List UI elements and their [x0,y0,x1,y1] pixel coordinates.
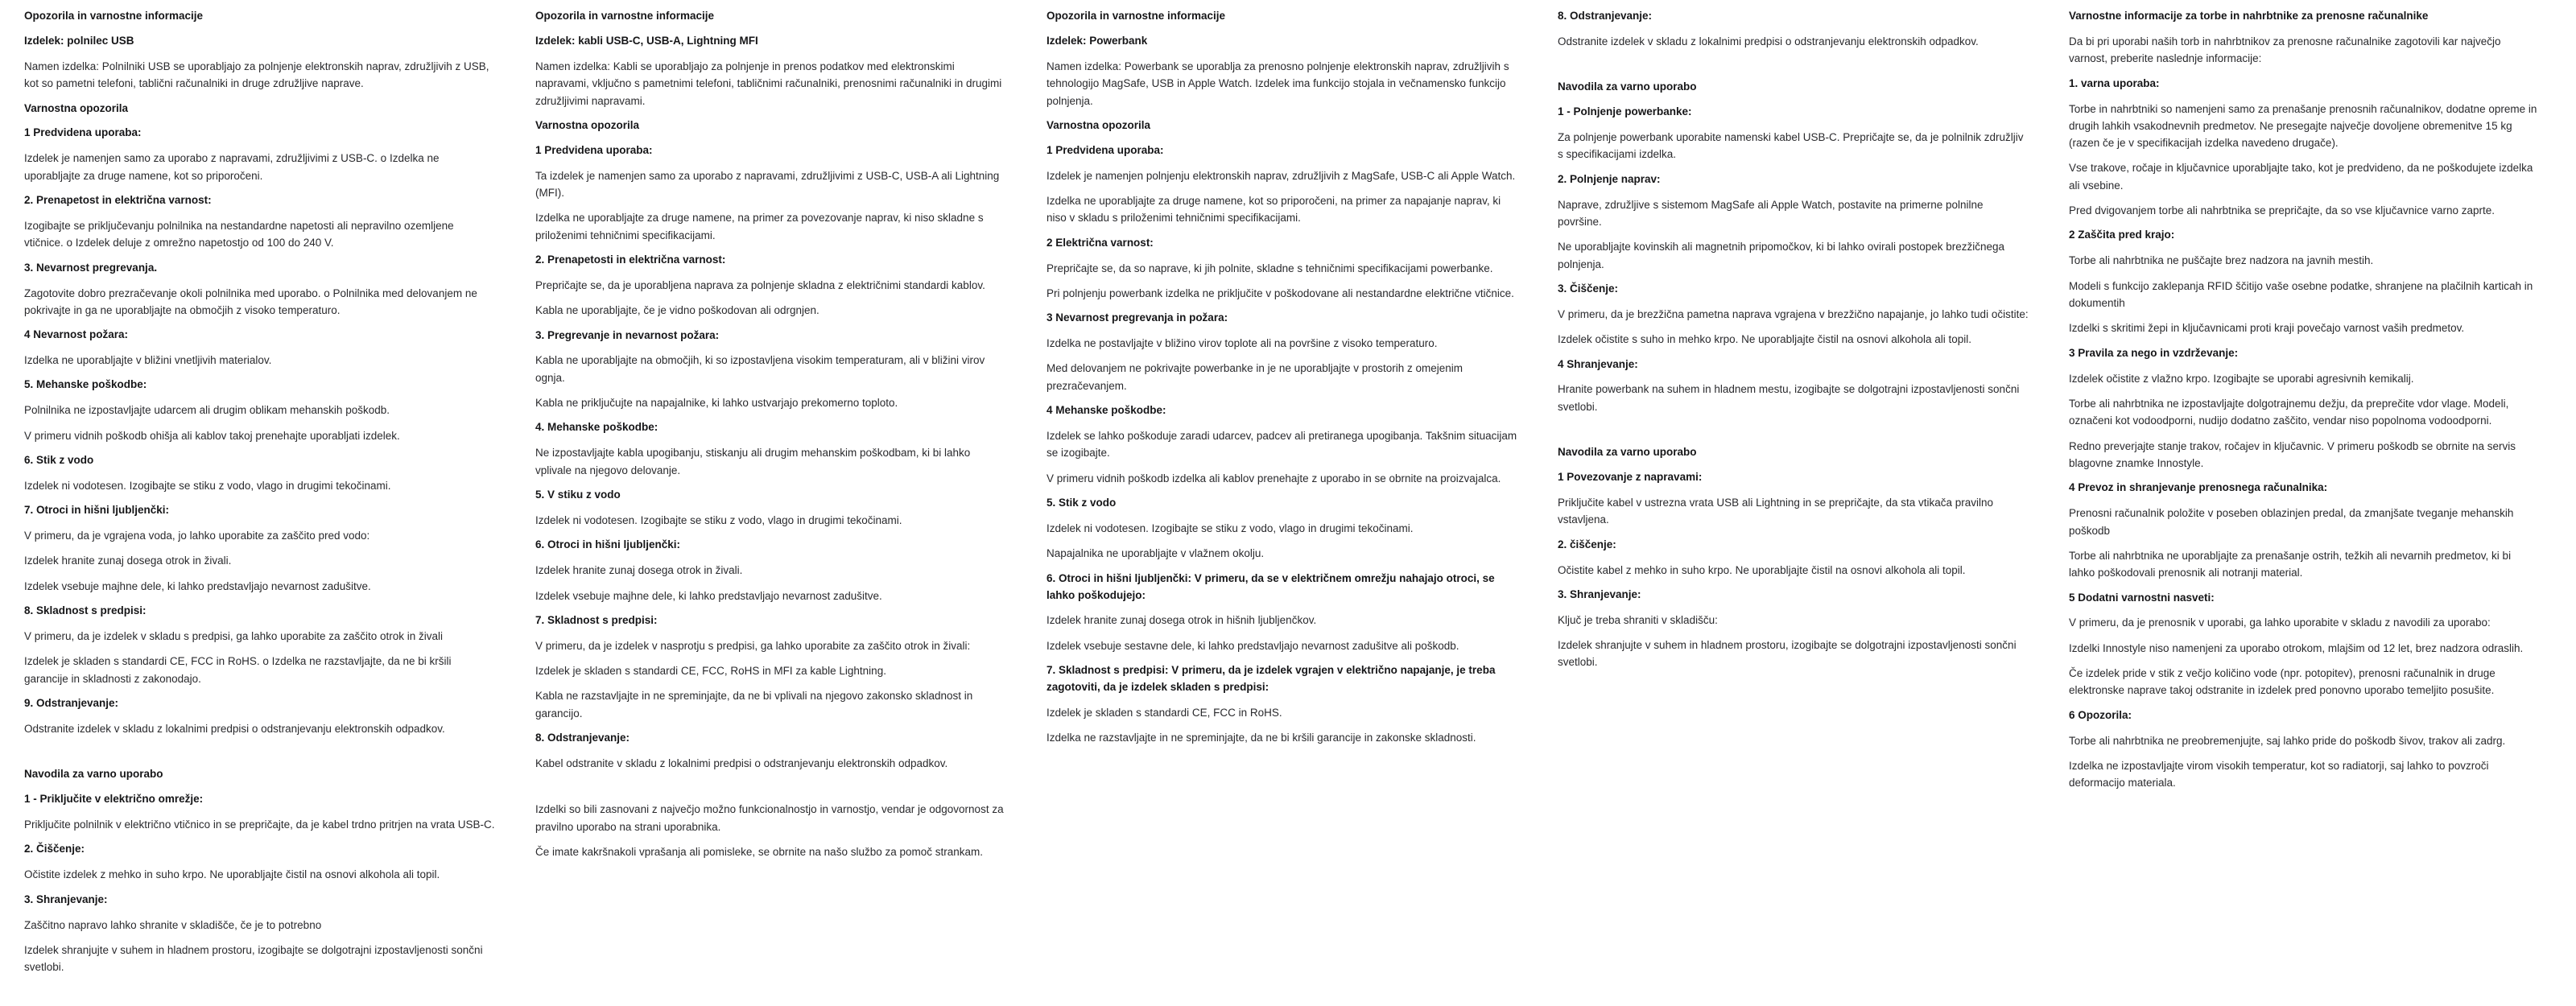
paragraph: Izdelek je skladen s standardi CE, FCC in RoHS. o Izdelka ne razstavljajte, da ne bi kršili garancije in skladnosti z zakonodajo. [24,655,455,685]
section-heading: 6. Otroci in hišni ljubljenčki: V primeru, da se v električnem omrežju nahajajo otroci, se lahko poškodujejo: [1046,571,1498,601]
section-heading: Varnostne informacije za torbe in nahrbtnike za prenosne računalnike [2069,10,2429,22]
paragraph: Namen izdelka: Powerbank se uporablja za prenosno polnjenje elektronskih naprav, združljivih s tehnologijo MagSafe, USB in Apple Watch. Izdelek ima funkcijo stojala in večnamensko funkcijo polnjenja. [1046,60,1513,107]
section-heading: 5. Stik z vodo [1046,497,1117,509]
paragraph: Kabla ne uporabljajte, če je vidno poškodovan ali odrgnjen. [535,304,819,317]
paragraph: Kabel odstranite v skladu z lokalnimi predpisi o odstranjevanju elektronskih odpadkov. [535,757,948,770]
paragraph: Če izdelek pride v stik z večjo količino vode (npr. potopitev), prenosni računalnik in druge elektronske naprave takoj odstranite in izdelek pred ponovno uporabo temeljito posušite. [2069,667,2499,697]
section-heading: 1 Povezovanje z napravami: [1558,471,1703,484]
paragraph: Torbe ali nahrbtnika ne puščajte brez nadzora na javnih mestih. [2069,254,2374,267]
paragraph: Kabla ne uporabljajte na območjih, ki so izpostavljena visokim temperaturam, ali v bližini virov ognja. [535,354,989,384]
section-heading: Izdelek: polnilec USB [24,34,134,47]
paragraph: Izdelek je namenjen samo za uporabo z napravami, združljivimi z USB-C. o Izdelka ne uporabljajte za druge namene, kot so priporočeni. [24,152,443,182]
section-spacer [1558,58,2029,79]
section-heading: 9. Odstranjevanje: [24,697,119,710]
paragraph: Izogibajte se priključevanju polnilnika na nestandardne napetosti ali nepravilno ozemljene vtičnice. o Izdelek deluje z omrežno napetostjo od 100 do 240 V. [24,219,457,249]
section-heading: 1 Predvidena uporaba: [535,143,653,156]
paragraph: Izdelek očistite s suho in mehko krpo. Ne uporabljajte čistil na osnovi alkohola ali topil. [1558,333,1972,346]
section-heading: 1 - Polnjenje powerbanke: [1558,105,1692,118]
paragraph: V primeru, da je brezžična pametna naprava vgrajena v brezžično napajanje, jo lahko tudi očistite: [1558,307,2029,320]
section-heading: 2. Prenapetosti in električna varnost: [535,253,726,266]
section-spacer [1558,423,2029,444]
paragraph: Namen izdelka: Polnilniki USB se uporabljajo za polnjenje elektronskih naprav, združljivih z USB, kot so pametni telefoni, tablični računalniki in druge združljive naprave. [24,60,493,90]
section-heading: 3. Nevarnost pregrevanja. [24,261,158,274]
paragraph: Torbe ali nahrbtnika ne izpostavljajte dolgotrajnemu dežju, da preprečite vdor vlage. Modeli, označeni kot vodoodporni, nudijo dodatno zaščito, vendar niso popolnoma vodoodporni. [2069,397,2512,427]
paragraph: Pred dvigovanjem torbe ali nahrbtnika se prepričajte, da so vse ključavnice varno zaprte. [2069,204,2496,217]
section-spacer [535,780,1006,801]
paragraph: V primeru, da je vgrajena voda, jo lahko uporabite za zaščito pred vodo: [24,530,370,542]
paragraph: V primeru vidnih poškodb izdelka ali kablov prenehajte z uporabo in se obrnite na proizvajalca. [1046,472,1501,484]
section-heading: Opozorila in varnostne informacije [1046,10,1226,22]
paragraph: Modeli s funkcijo zaklepanja RFID ščitijo vaše osebne podatke, shranjene na plačilnih karticah in dokumentih [2069,279,2537,310]
section-heading: 1 Predvidena uporaba: [1046,143,1164,156]
paragraph: Ključ je treba shraniti v skladišču: [1558,613,1718,626]
paragraph: Izdelka ne izpostavljajte virom visokih temperatur, kot so radiatorji, saj lahko to povzroči deformacijo materiala. [2069,759,2492,790]
column-laptop-bags [2069,8,2540,990]
paragraph: Očistite izdelek z mehko in suho krpo. Ne uporabljajte čistil na osnovi alkohola ali topil. [24,868,440,881]
section-heading: 5 Dodatni varnostni nasveti: [2069,591,2215,604]
column-cables [535,8,1006,990]
paragraph: Namen izdelka: Kabli se uporabljajo za polnjenje in prenos podatkov med elektronskimi napravami, vključno s pametnimi telefoni, tabličnimi računalniki, prenosnimi računalniki in drugimi združljivimi napravami. [535,60,1005,107]
section-heading: 7. Skladnost s predpisi: [535,613,658,626]
paragraph: Priključite polnilnik v električno vtičnico in se prepričajte, da je kabel trdno pritrjen na vrata USB-C. [24,818,495,831]
paragraph: Da bi pri uporabi naših torb in nahrbtnikov za prenosne računalnike zagotovili kar največjo varnost, preberite naslednje informacije: [2069,35,2504,65]
section-heading: 2. čiščenje: [1558,538,1616,550]
section-heading: 1 Predvidena uporaba: [24,126,142,139]
paragraph: Izdelek ni vodotesen. Izogibajte se stiku z vodo, vlago in drugimi tekočinami. [535,513,902,526]
paragraph: Če imate kakršnakoli vprašanja ali pomisleke, se obrnite na našo službo za pomoč strankam. [535,846,984,859]
section-heading: Varnostna opozorila [24,101,129,114]
section-heading: 8. Odstranjevanje: [535,732,630,744]
paragraph: Torbe in nahrbtniki so namenjeni samo za prenašanje prenosnih računalnikov, dodatne opreme in drugih lahkih vsakodnevnih predmetov. Ne presegajte največje dovoljene obremenitve 15 kg (razen če je v specifikacijah izdelka navedeno drugače). [2069,102,2541,150]
paragraph: Prepričajte se, da so naprave, ki jih polnite, skladne s tehničnimi specifikacijami powerbanke. [1046,262,1493,274]
paragraph: Izdelek hranite zunaj dosega otrok in živali. [535,564,743,577]
section-heading: 3. Shranjevanje: [24,893,108,905]
paragraph: Napajalnika ne uporabljajte v vlažnem okolju. [1046,547,1265,560]
paragraph: Izdelek očistite z vlažno krpo. Izogibajte se uporabi agresivnih kemikalij. [2069,372,2414,385]
section-heading: 7. Otroci in hišni ljubljenčki: [24,504,170,517]
paragraph: Izdelek je namenjen polnjenju elektronskih naprav, združljivih z MagSafe, USB-C ali Apple Watch. [1046,169,1516,182]
paragraph: Izdelek je skladen s standardi CE, FCC in RoHS. [1046,706,1282,719]
section-heading: 4 Shranjevanje: [1558,357,1638,370]
paragraph: Izdelek hranite zunaj dosega otrok in živali. [24,555,232,567]
section-spacer [24,745,495,766]
paragraph: Izdelka ne uporabljajte za druge namene, na primer za povezovanje naprav, ki niso skladne s priloženimi tehničnimi specifikacijami. [535,212,987,241]
paragraph: Očistite kabel z mehko in suho krpo. Ne uporabljajte čistil na osnovi alkohola ali topil. [1558,563,1966,576]
paragraph: Izdelka ne razstavljajte in ne spreminjajte, da ne bi kršili garancije in zakonske skladnosti. [1046,732,1476,744]
paragraph: V primeru, da je prenosnik v uporabi, ga lahko uporabite v skladu z navodili za uporabo: [2069,616,2491,629]
section-heading: 2. Polnjenje naprav: [1558,172,1661,185]
paragraph: Izdelki so bili zasnovani z največjo možno funkcionalnostjo in varnostjo, vendar je odgovornost za pravilno uporabo na strani uporabnika. [535,803,1007,833]
section-heading: 2 Zaščita pred krajo: [2069,229,2175,241]
section-heading: 7. Skladnost s predpisi: V primeru, da je izdelek vgrajen v električno napajanje, je treba zagotoviti, da je izdelek skladen s predpisi: [1046,664,1499,694]
paragraph: Izdelek hranite zunaj dosega otrok in hišnih ljubljenčkov. [1046,614,1317,627]
paragraph: Izdelki Innostyle niso namenjeni za uporabo otrokom, mlajšim od 12 let, brez nadzora odraslih. [2069,641,2524,654]
section-heading: 4 Mehanske poškodbe: [1046,404,1166,417]
paragraph: Odstranite izdelek v skladu z lokalnimi predpisi o odstranjevanju elektronskih odpadkov. [24,722,445,735]
paragraph: Vse trakove, ročaje in ključavnice uporabljajte tako, kot je predvideno, da ne poškodujete izdelka ali vsebine. [2069,162,2537,192]
section-heading: 6 Opozorila: [2069,708,2132,721]
section-heading: 4 Nevarnost požara: [24,328,129,341]
section-heading: Izdelek: kabli USB-C, USB-A, Lightning MFI [535,34,758,47]
paragraph: V primeru, da je izdelek v skladu s predpisi, ga lahko uporabite za zaščito otrok in živali [24,630,444,643]
paragraph: Ne izpostavljajte kabla upogibanju, stiskanju ali drugim mehanskim poškodbam, ki bi lahko vplivale na njegovo delovanje. [535,447,974,476]
paragraph: Izdelek vsebuje majhne dele, ki lahko predstavljajo nevarnost zadušitve. [535,589,882,602]
section-heading: 3. Pregrevanje in nevarnost požara: [535,328,720,341]
section-heading: Varnostna opozorila [535,118,640,131]
paragraph: Za polnjenje powerbank uporabite namenski kabel USB-C. Prepričajte se, da je polnilnik združljiv s specifikacijami izdelka. [1558,131,2027,161]
column-powerbank-instructions [1558,8,2029,990]
section-heading: 1. varna uporaba: [2069,76,2160,89]
section-heading: 8. Skladnost s predpisi: [24,604,147,617]
section-heading: Varnostna opozorila [1046,118,1151,131]
paragraph: Torbe ali nahrbtnika ne uporabljajte za prenašanje ostrih, težkih ali nevarnih predmetov, ki bi lahko poškodovali prenosnik ali notranji material. [2069,549,2514,579]
paragraph: Izdelek ni vodotesen. Izogibajte se stiku z vodo, vlago in drugimi tekočinami. [1046,522,1414,534]
paragraph: V primeru, da je izdelek v nasprotju s predpisi, ga lahko uporabite za zaščito otrok in živali: [535,639,971,652]
section-heading: 3. Shranjevanje: [1558,588,1641,600]
section-heading: Navodila za varno uporabo [1558,446,1697,459]
section-heading: 5. Mehanske poškodbe: [24,378,147,391]
paragraph: Ne uporabljajte kovinskih ali magnetnih pripomočkov, ki bi lahko ovirali postopek brezžičnega polnjenja. [1558,241,2008,270]
section-heading: 4. Mehanske poškodbe: [535,421,658,434]
paragraph: Izdelek shranjujte v suhem in hladnem prostoru, izogibajte se dolgotrajni izpostavljenosti sončni svetlobi. [24,943,486,974]
paragraph: Prepričajte se, da je uporabljena naprava za polnjenje skladna z električnimi standardi kablov. [535,278,985,291]
paragraph: Izdelek shranjujte v suhem in hladnem prostoru, izogibajte se dolgotrajni izpostavljenosti sončni svetlobi. [1558,639,2020,669]
paragraph: Priključite kabel v ustrezna vrata USB ali Lightning in se prepričajte, da sta vtikača pravilno vstavljena. [1558,496,1996,526]
paragraph: V primeru vidnih poškodb ohišja ali kablov takoj prenehajte uporabljati izdelek. [24,429,400,442]
paragraph: Izdelek se lahko poškoduje zaradi udarcev, padcev ali pretiranega upogibanja. Takšnim situacijam se izogibajte. [1046,430,1520,460]
column-powerbank [1046,8,1520,990]
section-heading: 2. Čiščenje: [24,843,85,856]
section-heading: 3 Nevarnost pregrevanja in požara: [1046,311,1228,324]
section-heading: 2. Prenapetost in električna varnost: [24,194,212,206]
paragraph: Kabla ne priključujte na napajalnike, ki lahko ustvarjajo prekomerno toploto. [535,397,898,410]
paragraph: Torbe ali nahrbtnika ne preobremenjujte, saj lahko pride do poškodb šivov, trakov ali zadrg. [2069,734,2506,747]
section-heading: 1 - Priključite v električno omrežje: [24,793,204,806]
paragraph: Ta izdelek je namenjen samo za uporabo z napravami, združljivimi z USB-C, USB-A ali Lightning (MFI). [535,169,1003,199]
column-usb-charger [24,8,495,990]
paragraph: Med delovanjem ne pokrivajte powerbanke in je ne uporabljajte v prostorih z omejenim prezračevanjem. [1046,362,1466,392]
section-heading: 6. Otroci in hišni ljubljenčki: [535,538,681,551]
section-heading: 8. Odstranjevanje: [1558,10,1653,22]
paragraph: Pri polnjenju powerbank izdelka ne priključite v poškodovane ali nestandardne električne vtičnice. [1046,287,1514,299]
paragraph: Polnilnika ne izpostavljajte udarcem ali drugim oblikam mehanskih poškodb. [24,404,390,417]
paragraph: Prenosni računalnik položite v poseben oblazinjen predal, da zmanjšate tveganje mehanskih poškodb [2069,507,2517,537]
paragraph: Redno preverjajte stanje trakov, ročajev in ključavnic. V primeru poškodb se obrnite na servis blagovne znamke Innostyle. [2069,439,2519,469]
paragraph: Zaščitno napravo lahko shranite v skladišče, če je to potrebno [24,918,322,931]
paragraph: Izdelek vsebuje sestavne dele, ki lahko predstavljajo nevarnost zadušitve ali poškodb. [1046,639,1459,652]
section-heading: Navodila za varno uporabo [24,768,163,781]
paragraph: Izdelki s skritimi žepi in ključavnicami proti kraji povečajo varnost vaših predmetov. [2069,322,2465,335]
section-heading: Navodila za varno uporabo [1558,80,1697,93]
paragraph: Zagotovite dobro prezračevanje okoli polnilnika med uporabo. o Polnilnika med delovanjem ne pokrivajte in ga ne uporabljajte na območjih z visoko temperaturo. [24,287,481,316]
section-heading: 3 Pravila za nego in vzdrževanje: [2069,346,2239,359]
section-heading: Opozorila in varnostne informacije [24,10,204,22]
section-heading: 6. Stik z vodo [24,453,94,466]
section-heading: Izdelek: Powerbank [1046,34,1148,47]
section-heading: 5. V stiku z vodo [535,489,621,501]
paragraph: Hranite powerbank na suhem in hladnem mestu, izogibajte se dolgotrajni izpostavljenosti sončni svetlobi. [1558,383,2023,413]
paragraph: Odstranite izdelek v skladu z lokalnimi predpisi o odstranjevanju elektronskih odpadkov. [1558,35,1979,47]
section-heading: Opozorila in varnostne informacije [535,10,715,22]
paragraph: Izdelka ne postavljajte v bližino virov toplote ali na površine z visoko temperaturo. [1046,337,1438,350]
paragraph: Izdelka ne uporabljajte v bližini vnetljivih materialov. [24,354,272,367]
section-heading: 3. Čiščenje: [1558,282,1619,295]
paragraph: Naprave, združljive s sistemom MagSafe ali Apple Watch, postavite na primerne polnilne površine. [1558,198,1987,228]
paragraph: Izdelek vsebuje majhne dele, ki lahko predstavljajo nevarnost zadušitve. [24,579,371,592]
section-heading: 4 Prevoz in shranjevanje prenosnega računalnika: [2069,481,2328,494]
section-heading: 2 Električna varnost: [1046,236,1154,249]
paragraph: Kabla ne razstavljajte in ne spreminjajte, da ne bi vplivali na njegovo zakonsko skladnost in garancijo. [535,690,976,719]
paragraph: Izdelka ne uporabljajte za druge namene, kot so priporočeni, na primer za napajanje naprav, ki niso v skladu s priloženimi tehničnimi specifikacijami. [1046,195,1504,225]
paragraph: Izdelek je skladen s standardi CE, FCC, RoHS in MFI za kable Lightning. [535,665,886,678]
paragraph: Izdelek ni vodotesen. Izogibajte se stiku z vodo, vlago in drugimi tekočinami. [24,479,391,492]
